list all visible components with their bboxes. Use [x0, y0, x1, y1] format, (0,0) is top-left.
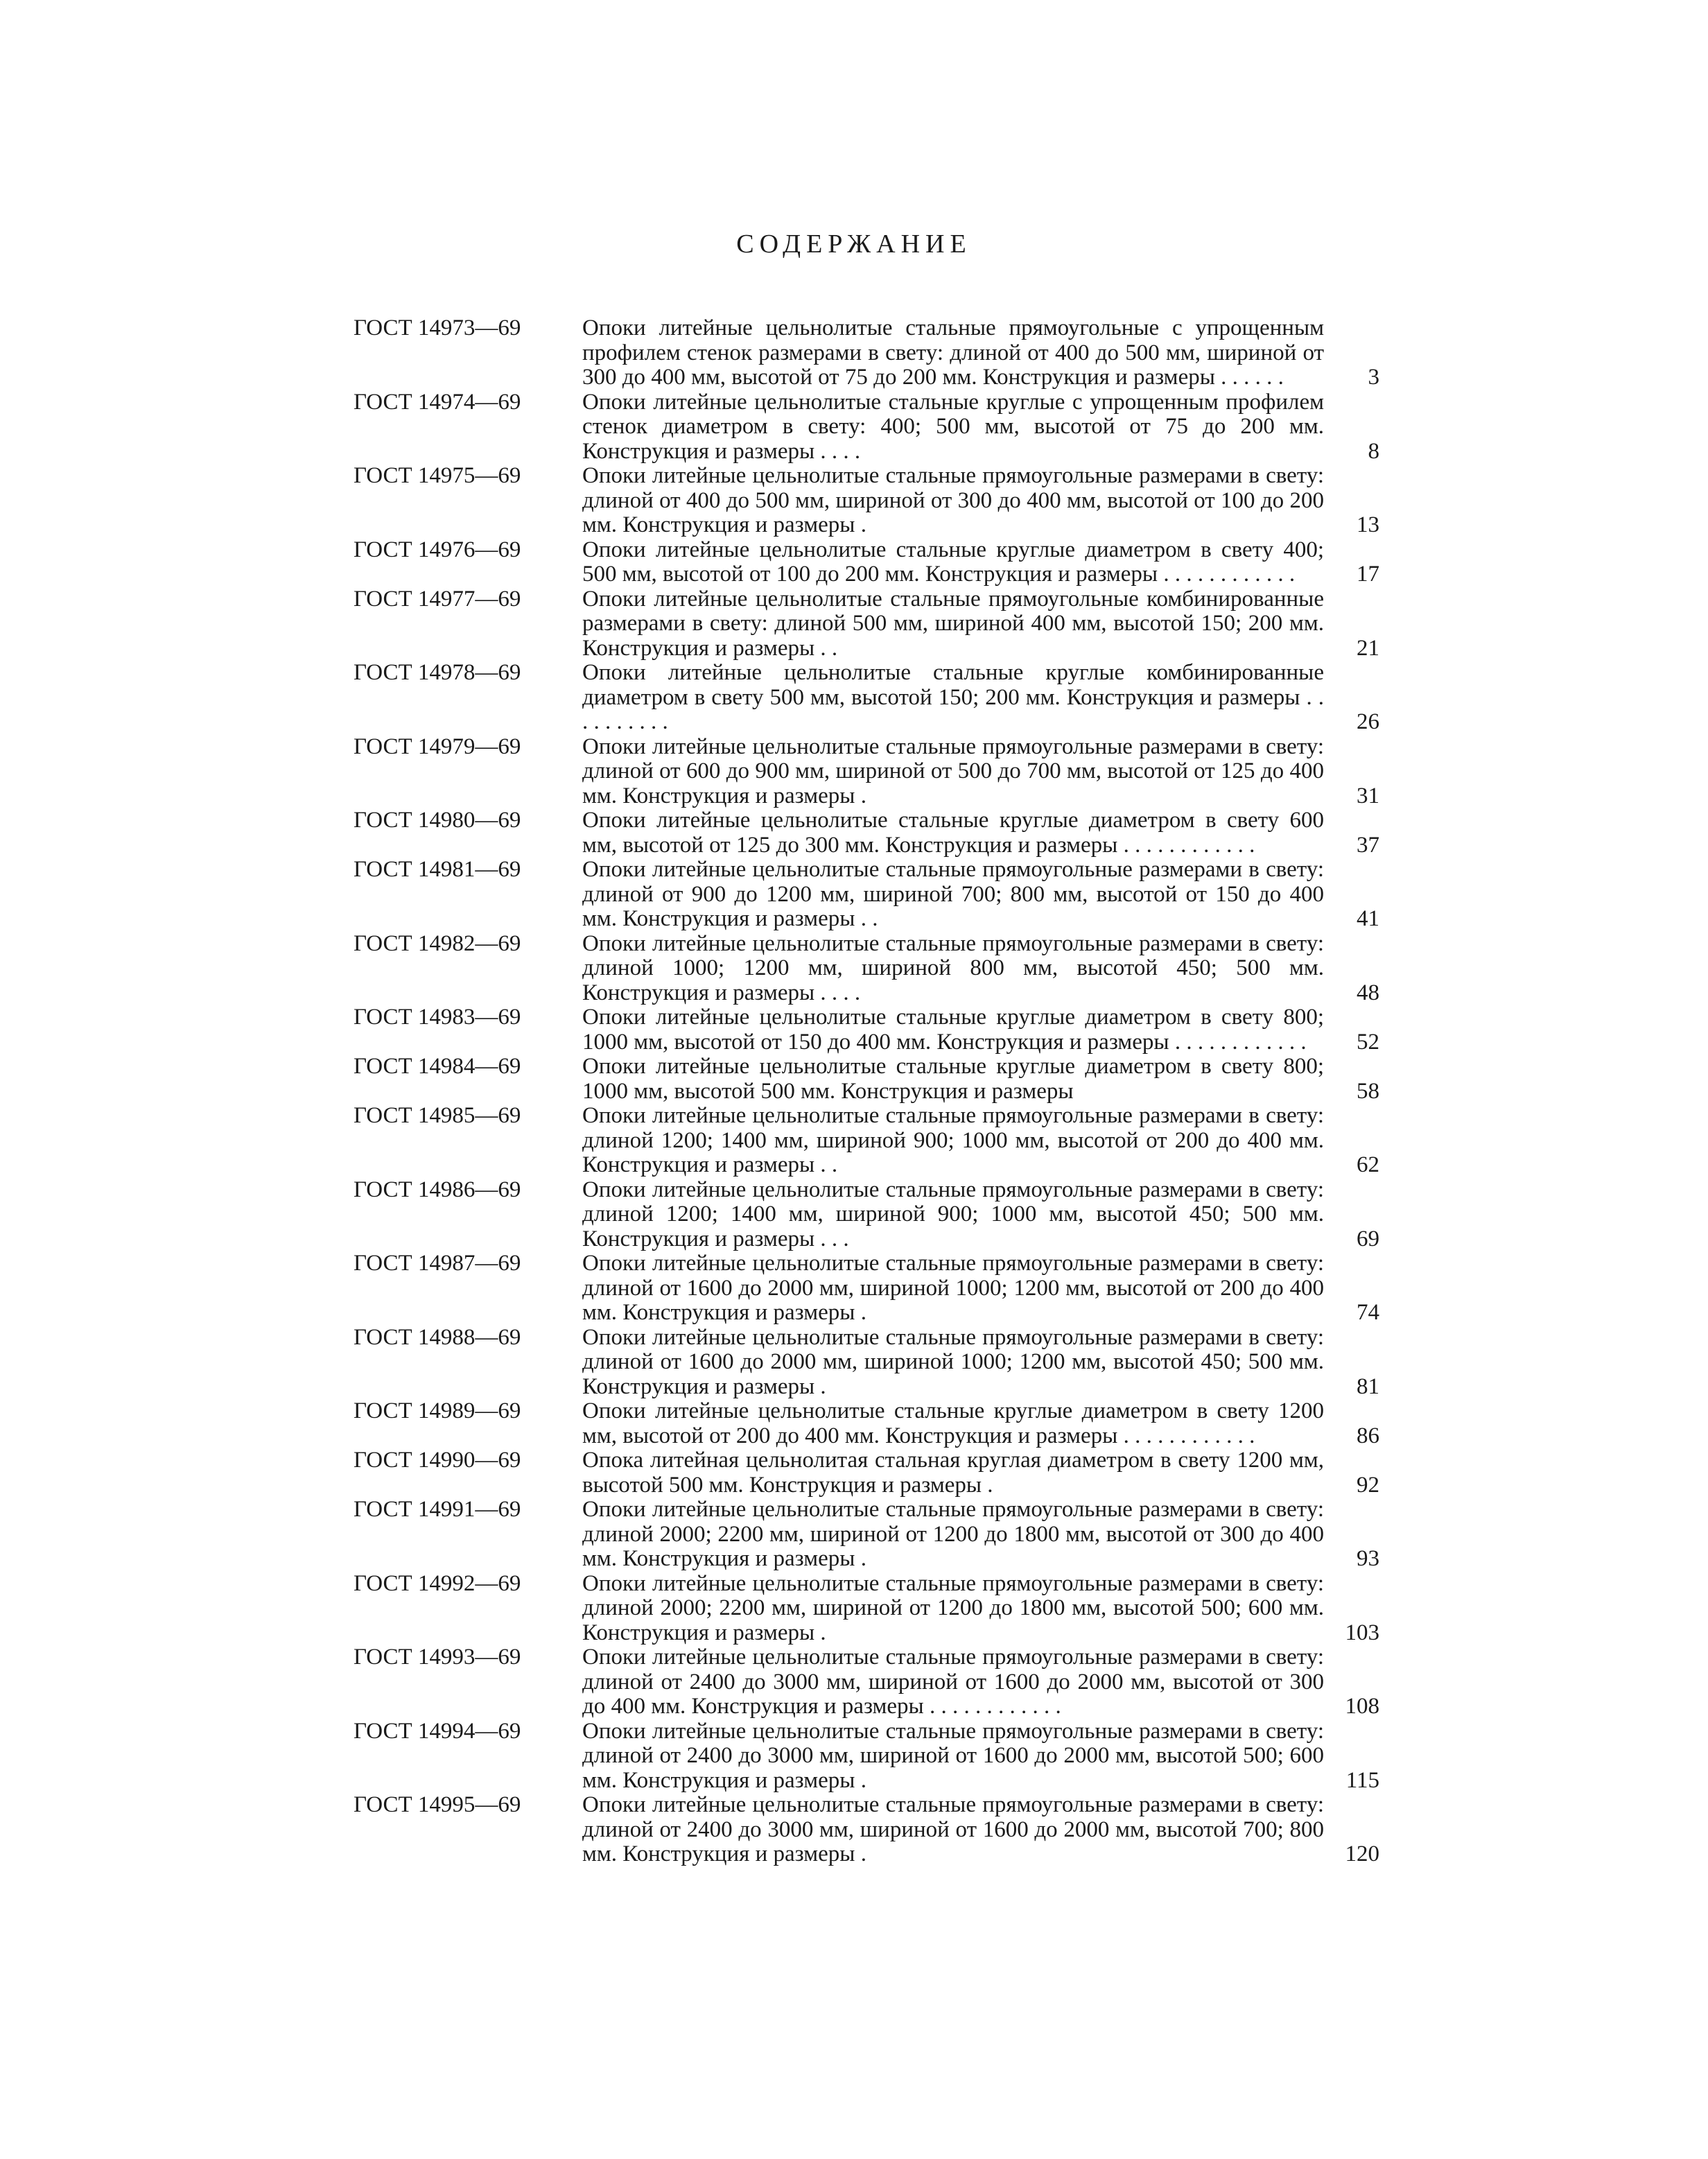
- page-number: 52: [1357, 1029, 1379, 1055]
- toc-entry: [354, 1104, 1379, 1178]
- page-number: 48: [1357, 980, 1379, 1005]
- toc-entry: [354, 1793, 1379, 1867]
- standard-code: ГОСТ 14983—69: [354, 1005, 521, 1030]
- toc-entry: [354, 538, 1379, 587]
- toc-entry: [354, 1399, 1379, 1448]
- toc-entry: [354, 1251, 1379, 1326]
- page-number: 62: [1357, 1152, 1379, 1177]
- entry-description: Опоки литейные цельнолитые стальные круглые с упрощенным профилем стенок диаметром в свету: 400; 500 мм, высотой от 75 до 200 мм. Конструкция и размеры . . . .: [582, 389, 1324, 464]
- entry-description: Опоки литейные цельнолитые стальные прямоугольные размерами в свету: длиной от 600 до 900 мм, шириной от 500 до 700 мм, высотой от 125 до 400 мм. Конструкция и размеры .: [582, 734, 1324, 808]
- entry-description: Опоки литейные цельнолитые стальные прямоугольные размерами в свету: длиной от 2400 до 3000 мм, шириной от 1600 до 2000 мм, высотой от 300 до 400 мм. Конструкция и размеры . . . . . . . . . . . .: [582, 1645, 1324, 1719]
- entry-description: Опоки литейные цельнолитые стальные круглые диаметром в свету 1200 мм, высотой от 200 до 400 мм. Конструкция и размеры . . . . . . . . . . . .: [582, 1398, 1324, 1448]
- toc-entry: [354, 390, 1379, 465]
- standard-code: ГОСТ 14992—69: [354, 1570, 521, 1596]
- toc-list: [354, 316, 1379, 1867]
- entry-description: Опоки литейные цельнолитые стальные круглые комбинированные диаметром в свету 500 мм, высотой 150; 200 мм. Конструкция и размеры . . . . . . . . . .: [582, 660, 1324, 734]
- toc-entry: [354, 1448, 1379, 1498]
- toc-entry: [354, 587, 1379, 661]
- standard-code: ГОСТ 14973—69: [354, 315, 521, 340]
- entry-description: Опоки литейные цельнолитые стальные прямоугольные комбинированные размерами в свету: длиной 500 мм, шириной 400 мм, высотой 150; 200 мм. Конструкция и размеры . .: [582, 586, 1324, 661]
- page-number: 92: [1357, 1472, 1379, 1498]
- page-number: 17: [1357, 562, 1379, 587]
- page-number: 58: [1357, 1078, 1379, 1104]
- standard-code: ГОСТ 14993—69: [354, 1645, 521, 1670]
- standard-code: ГОСТ 14985—69: [354, 1103, 521, 1128]
- page-title: СОДЕРЖАНИЕ: [736, 229, 972, 259]
- page-number: 26: [1357, 709, 1379, 734]
- toc-entry: [354, 932, 1379, 1006]
- entry-description: Опоки литейные цельнолитые стальные прямоугольные размерами в свету: длиной от 2400 до 3000 мм, шириной от 1600 до 2000 мм, высотой 500; 600 мм. Конструкция и размеры .: [582, 1718, 1324, 1793]
- toc-entry: [354, 661, 1379, 735]
- toc-entry: [354, 1645, 1379, 1719]
- entry-description: Опоки литейные цельнолитые стальные прямоугольные размерами в свету: длиной от 1600 до 2000 мм, шириной 1000; 1200 мм, высотой от 200 до 400 мм. Конструкция и размеры .: [582, 1251, 1324, 1325]
- standard-code: ГОСТ 14988—69: [354, 1324, 521, 1350]
- entry-description: Опоки литейные цельнолитые стальные прямоугольные размерами в свету: длиной 1200; 1400 мм, шириной 900; 1000 мм, высотой от 200 до 400 мм. Конструкция и размеры . .: [582, 1103, 1324, 1177]
- page-number: 103: [1345, 1620, 1379, 1645]
- page-number: 41: [1357, 906, 1379, 931]
- page-number: 37: [1357, 832, 1379, 858]
- toc-entry: [354, 1005, 1379, 1055]
- page-number: 31: [1357, 783, 1379, 808]
- toc-entry: [354, 464, 1379, 538]
- standard-code: ГОСТ 14981—69: [354, 857, 521, 882]
- standard-code: ГОСТ 14989—69: [354, 1398, 521, 1423]
- toc-entry: [354, 316, 1379, 390]
- standard-code: ГОСТ 14977—69: [354, 586, 521, 612]
- toc-entry: [354, 1572, 1379, 1646]
- standard-code: ГОСТ 14974—69: [354, 389, 521, 415]
- entry-description: Опоки литейные цельнолитые стальные прямоугольные размерами в свету: длиной 2000; 2200 мм, шириной от 1200 до 1800 мм, высотой 500; 600 мм. Конструкция и размеры .: [582, 1570, 1324, 1645]
- page-number: 86: [1357, 1423, 1379, 1448]
- entry-description: Опоки литейные цельнолитые стальные круглые диаметром в свету 600 мм, высотой от 125 до 300 мм. Конструкция и размеры . . . . . . . . . . . .: [582, 808, 1324, 858]
- page-number: 108: [1345, 1694, 1379, 1719]
- standard-code: ГОСТ 14990—69: [354, 1448, 521, 1473]
- toc-entry: [354, 1178, 1379, 1252]
- standard-code: ГОСТ 14991—69: [354, 1497, 521, 1522]
- toc-entry: [354, 735, 1379, 809]
- standard-code: ГОСТ 14979—69: [354, 734, 521, 759]
- entry-description: Опоки литейные цельнолитые стальные прямоугольные размерами в свету: длиной от 900 до 1200 мм, шириной 700; 800 мм, высотой от 150 до 400 мм. Конструкция и размеры . .: [582, 857, 1324, 931]
- entry-description: Опоки литейные цельнолитые стальные круглые диаметром в свету 800; 1000 мм, высотой от 150 до 400 мм. Конструкция и размеры . . . . . . . . . . . .: [582, 1005, 1324, 1055]
- page-number: 74: [1357, 1300, 1379, 1325]
- standard-code: ГОСТ 14975—69: [354, 463, 521, 488]
- page-number: 93: [1357, 1546, 1379, 1571]
- standard-code: ГОСТ 14987—69: [354, 1251, 521, 1276]
- entry-description: Опоки литейные цельнолитые стальные прямоугольные размерами в свету: длиной 2000; 2200 мм, шириной от 1200 до 1800 мм, высотой от 300 до 400 мм. Конструкция и размеры .: [582, 1497, 1324, 1571]
- entry-description: Опоки литейные цельнолитые стальные круглые диаметром в свету 400; 500 мм, высотой от 100 до 200 мм. Конструкция и размеры . . . . . . . . . . . .: [582, 537, 1324, 587]
- toc-entry: [354, 1055, 1379, 1104]
- toc-entry: [354, 808, 1379, 858]
- standard-code: ГОСТ 14982—69: [354, 930, 521, 956]
- page-number: 21: [1357, 635, 1379, 661]
- entry-description: Опока литейная цельнолитая стальная круглая диаметром в свету 1200 мм, высотой 500 мм. Конструкция и размеры .: [582, 1448, 1324, 1498]
- standard-code: ГОСТ 14978—69: [354, 660, 521, 685]
- standard-code: ГОСТ 14984—69: [354, 1054, 521, 1079]
- entry-description: Опоки литейные цельнолитые стальные прямоугольные размерами в свету: длиной от 1600 до 2000 мм, шириной 1000; 1200 мм, высотой 450; 500 мм. Конструкция и размеры .: [582, 1324, 1324, 1399]
- entry-description: Опоки литейные цельнолитые стальные прямоугольные размерами в свету: длиной от 2400 до 3000 мм, шириной от 1600 до 2000 мм, высотой 700; 800 мм. Конструкция и размеры .: [582, 1792, 1324, 1866]
- page-number: 13: [1357, 512, 1379, 537]
- page-number: 69: [1357, 1226, 1379, 1251]
- entry-description: Опоки литейные цельнолитые стальные круглые диаметром в свету 800; 1000 мм, высотой 500 мм. Конструкция и размеры: [582, 1054, 1324, 1104]
- entry-description: Опоки литейные цельнолитые стальные прямоугольные размерами в свету: длиной 1000; 1200 мм, шириной 800 мм, высотой 450; 500 мм. Конструкция и размеры . . . .: [582, 930, 1324, 1005]
- standard-code: ГОСТ 14980—69: [354, 808, 521, 833]
- toc-entry: [354, 1719, 1379, 1794]
- entry-description: Опоки литейные цельнолитые стальные прямоугольные размерами в свету: длиной от 400 до 500 мм, шириной от 300 до 400 мм, высотой от 100 до 200 мм. Конструкция и размеры .: [582, 463, 1324, 537]
- toc-entry: [354, 1326, 1379, 1400]
- toc-entry: [354, 858, 1379, 932]
- page-number: 3: [1368, 365, 1379, 390]
- standard-code: ГОСТ 14995—69: [354, 1792, 521, 1817]
- page-number: 81: [1357, 1373, 1379, 1399]
- standard-code: ГОСТ 14986—69: [354, 1177, 521, 1202]
- entry-description: Опоки литейные цельнолитые стальные прямоугольные размерами в свету: длиной 1200; 1400 мм, шириной 900; 1000 мм, высотой 450; 500 мм. Конструкция и размеры . . .: [582, 1177, 1324, 1251]
- entry-description: Опоки литейные цельнолитые стальные прямоугольные с упрощенным профилем стенок размерами в свету: длиной от 400 до 500 мм, шириной от 300 до 400 мм, высотой от 75 до 200 мм. Конструкция и размеры . . . . . .: [582, 315, 1324, 390]
- page-number: 120: [1345, 1841, 1379, 1866]
- page-number: 8: [1368, 438, 1379, 464]
- toc-entry: [354, 1498, 1379, 1572]
- page-number: 115: [1345, 1767, 1379, 1793]
- standard-code: ГОСТ 14976—69: [354, 537, 521, 562]
- standard-code: ГОСТ 14994—69: [354, 1718, 521, 1744]
